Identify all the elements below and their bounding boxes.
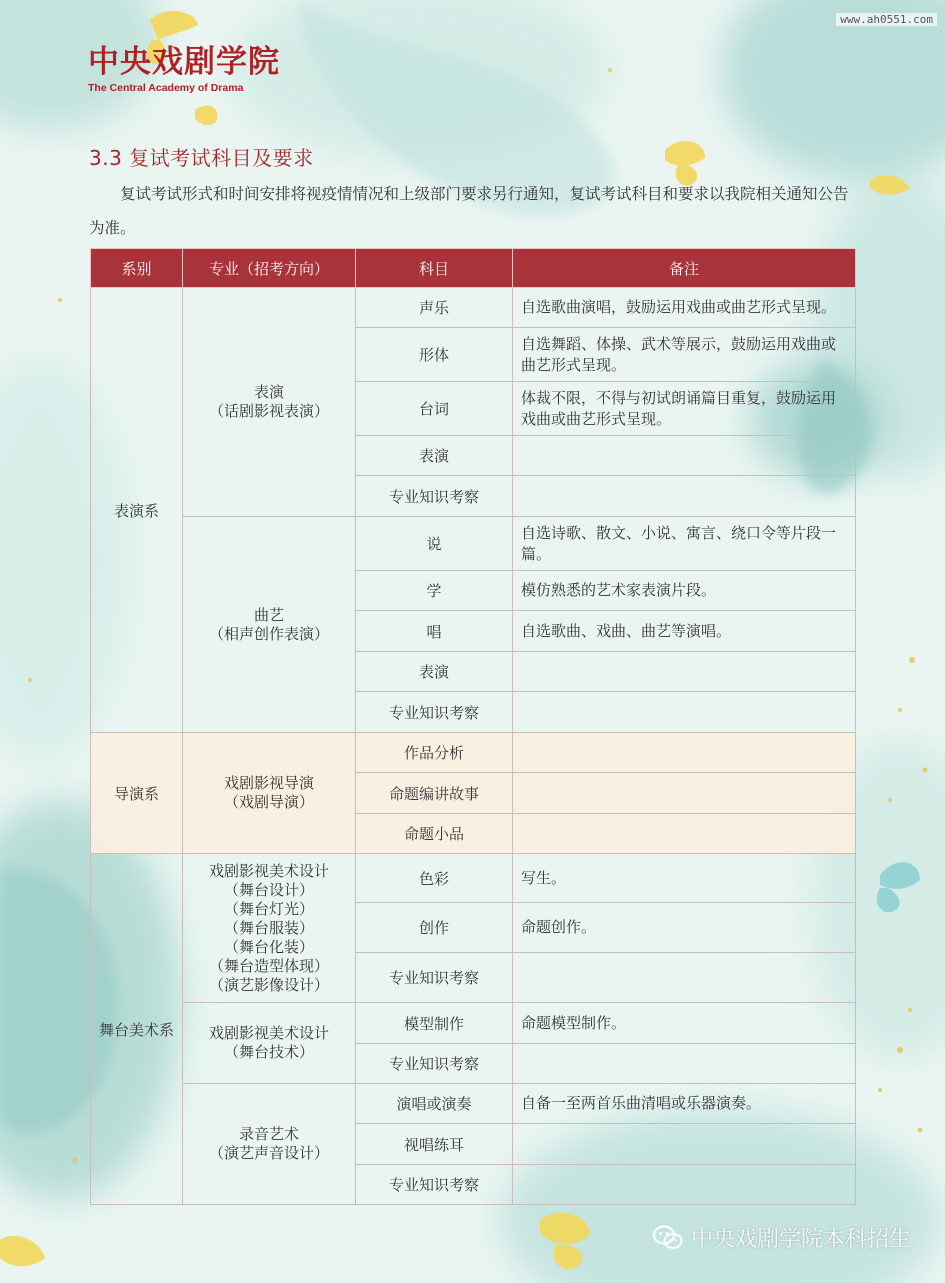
major-cell — [183, 854, 356, 1003]
intro-paragraph: 复试考试形式和时间安排将视疫情情况和上级部门要求另行通知，复试考试科目和要求以我院相关通知公告为准。 — [89, 185, 849, 237]
subject-cell: 专业知识考察 — [356, 476, 513, 517]
major-line: 录音艺术 — [238, 1125, 299, 1143]
major-line: （舞台设计） — [223, 880, 314, 899]
major-line: 曲艺 — [253, 605, 284, 624]
wechat-account-footer — [653, 1222, 911, 1253]
note-cell — [513, 476, 856, 517]
table-row — [91, 854, 856, 903]
note-cell: 自选歌曲、戏曲、曲艺等演唱。 — [513, 611, 856, 652]
note-cell — [513, 773, 856, 814]
subject-cell: 命题编讲故事 — [356, 773, 513, 814]
department-cell: 表演系 — [91, 288, 183, 733]
major-line: （舞台灯光） — [223, 899, 314, 918]
subject-cell: 唱 — [356, 611, 513, 652]
note-cell — [513, 1124, 856, 1165]
major-cell — [183, 733, 356, 854]
major-line: （演艺影像设计） — [208, 975, 329, 994]
subject-cell: 视唱练耳 — [356, 1124, 513, 1165]
major-cell — [183, 288, 356, 517]
note-cell — [513, 953, 856, 1003]
subject-cell: 表演 — [356, 436, 513, 476]
department-cell: 导演系 — [91, 733, 183, 854]
note-cell — [513, 733, 856, 773]
major-line: （相声创作表演） — [208, 624, 329, 643]
note-cell: 自选舞蹈、体操、武术等展示，鼓励运用戏曲或曲艺形式呈现。 — [513, 328, 856, 382]
note-cell: 命题创作。 — [513, 903, 856, 953]
subject-cell: 创作 — [356, 903, 513, 953]
subject-cell: 作品分析 — [356, 733, 513, 773]
header-major: 专业（招考方向） — [183, 249, 356, 288]
note-cell: 模仿熟悉的艺术家表演片段。 — [513, 571, 856, 611]
header-department: 系别 — [91, 249, 183, 288]
note-cell: 自选歌曲演唱，鼓励运用戏曲或曲艺形式呈现。 — [513, 288, 856, 328]
table-row — [91, 288, 856, 328]
major-line: 戏剧影视美术设计 — [208, 1024, 329, 1042]
major-cell — [183, 517, 356, 733]
major-line: （话剧影视表演） — [208, 402, 329, 420]
major-line: （演艺声音设计） — [208, 1144, 329, 1162]
note-cell: 自备一至两首乐曲清唱或乐器演奏。 — [513, 1084, 856, 1124]
subject-cell: 表演 — [356, 652, 513, 692]
major-line: 戏剧影视美术设计 — [208, 861, 329, 880]
note-cell: 体裁不限，不得与初试朗诵篇目重复，鼓励运用戏曲或曲艺形式呈现。 — [513, 382, 856, 436]
note-cell: 自选诗歌、散文、小说、寓言、绕口令等片段一篇。 — [513, 517, 856, 571]
subject-cell: 说 — [356, 517, 513, 571]
major-line: （舞台技术） — [223, 1043, 314, 1061]
note-cell — [513, 814, 856, 854]
table-body — [91, 288, 856, 1205]
subject-cell: 专业知识考察 — [356, 1165, 513, 1205]
table-row — [91, 1084, 856, 1124]
subject-cell: 台词 — [356, 382, 513, 436]
major-line: （戏剧导演） — [223, 793, 314, 811]
major-cell — [183, 1084, 356, 1205]
table-header-row — [91, 249, 856, 288]
major-line: 表演 — [253, 383, 284, 401]
note-cell: 写生。 — [513, 854, 856, 903]
table-row — [91, 517, 856, 571]
logo-chinese: 中央戏剧学院 — [88, 44, 280, 80]
note-cell — [513, 1044, 856, 1084]
subject-cell: 声乐 — [356, 288, 513, 328]
subject-cell: 模型制作 — [356, 1003, 513, 1044]
major-line: 戏剧影视导演 — [223, 774, 314, 792]
subject-cell: 命题小品 — [356, 814, 513, 854]
major-line: （舞台化装） — [223, 937, 314, 956]
academy-logo — [88, 44, 280, 94]
subject-cell: 专业知识考察 — [356, 953, 513, 1003]
major-cell — [183, 1003, 356, 1084]
subject-cell: 形体 — [356, 328, 513, 382]
major-line: （舞台造型体现） — [208, 956, 329, 975]
note-cell: 命题模型制作。 — [513, 1003, 856, 1044]
note-cell — [513, 652, 856, 692]
site-watermark: www.ah0551.com — [836, 13, 937, 26]
subject-cell: 专业知识考察 — [356, 692, 513, 733]
table-row — [91, 733, 856, 773]
header-subject: 科目 — [356, 249, 513, 288]
note-cell — [513, 692, 856, 733]
major-line: （舞台服装） — [223, 918, 314, 937]
header-notes: 备注 — [513, 249, 856, 288]
subject-cell: 专业知识考察 — [356, 1044, 513, 1084]
logo-english: The Central Academy of Drama — [88, 82, 244, 94]
wechat-icon — [653, 1225, 683, 1251]
note-cell — [513, 436, 856, 476]
table-row — [91, 1003, 856, 1044]
exam-subjects-table — [90, 248, 856, 1205]
department-cell: 舞台美术系 — [91, 854, 183, 1205]
section-heading: 3.3 复试考试科目及要求 — [89, 146, 314, 170]
footer-account-name: 中央戏剧学院本科招生 — [690, 1227, 911, 1252]
subject-cell: 色彩 — [356, 854, 513, 903]
subject-cell: 演唱或演奏 — [356, 1084, 513, 1124]
note-cell — [513, 1165, 856, 1205]
subject-cell: 学 — [356, 571, 513, 611]
